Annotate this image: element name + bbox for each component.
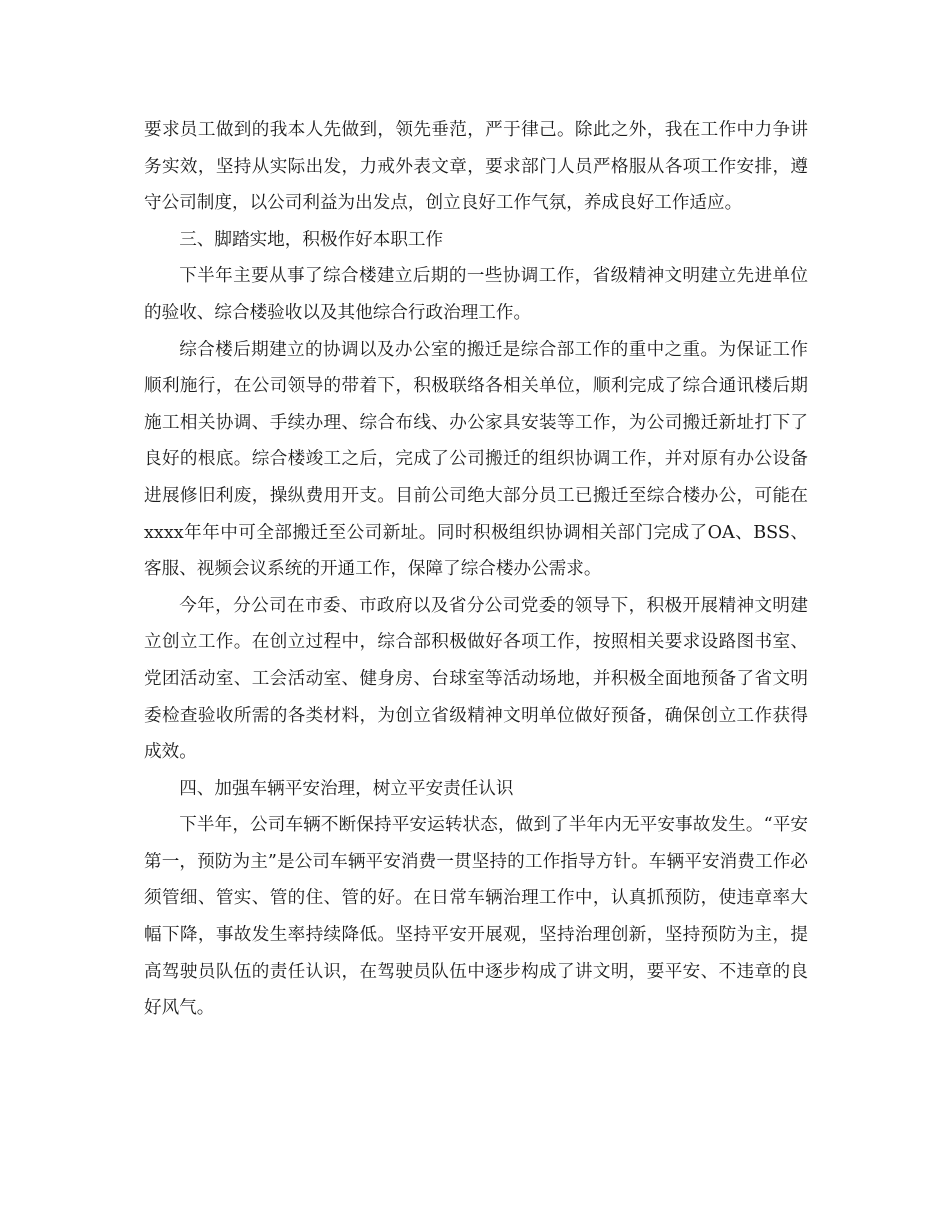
paragraph-relocation: 综合楼后期建立的协调以及办公室的搬迁是综合部工作的重中之重。为保证工作顺利施行，在公司领导的带着下，积极联络各相关单位，顺利完成了综合通讯楼后期施工相关协调、手续办理、综合布线、办公家具安装等工作，为公司搬迁新址打下了良好的根底。综合楼竣工之后，完成了公司搬迁的组织协调工作，并对原有办公设备进展修旧利废，操纵费用开支。目前公司绝大部分员工已搬迁至综合楼办公，可能在xxxx年年中可全部搬迁至公司新址。同时积极组织协调相关部门完成了OA、BSS、客服、视频会议系统的开通工作，保障了综合楼办公需求。 [144, 339, 809, 580]
paragraph-vehicle-safety: 下半年，公司车辆不断保持平安运转状态，做到了半年内无平安事故发生。“平安第一，预防为主”是公司车辆平安消费一贯坚持的工作指导方针。车辆平安消费工作必须管细、管实、管的住、管的好。在日常车辆治理工作中，认真抓预防，使违章率大幅下降，事故发生率持续降低。坚持平安开展观，坚持治理创新，坚持预防为主，提高驾驶员队伍的责任认识，在驾驶员队伍中逐步构成了讲文明，要平安、不违章的良好风气。 [144, 815, 808, 1019]
paragraph-second-half-work: 下半年主要从事了综合楼建立后期的一些协调工作，省级精神文明建立先进单位的验收、综合楼验收以及其他综合行政治理工作。 [144, 266, 808, 323]
section-heading-four: 四、加强车辆平安治理，树立平安责任认识 [179, 778, 514, 799]
paragraph-continuation: 要求员工做到的我本人先做到，领先垂范，严于律己。除此之外，我在工作中力争讲务实效，坚持从实际出发，力戒外表文章，要求部门人员严格服从各项工作安排，遵守公司制度，以公司利益为出发点，创立良好工作气氛，养成良好工作适应。 [144, 120, 808, 214]
section-heading-three: 三、脚踏实地，积极作好本职工作 [179, 229, 444, 250]
paragraph-civilization: 今年，分公司在市委、市政府以及省分公司党委的领导下，积极开展精神文明建立创立工作。在创立过程中，综合部积极做好各项工作，按照相关要求设路图书室、党团活动室、工会活动室、健身房、台球室等活动场地，并积极全面地预备了省文明委检查验收所需的各类材料，为创立省级精神文明单位做好预备，确保创立工作获得成效。 [144, 595, 808, 763]
document-body [144, 112, 808, 1027]
